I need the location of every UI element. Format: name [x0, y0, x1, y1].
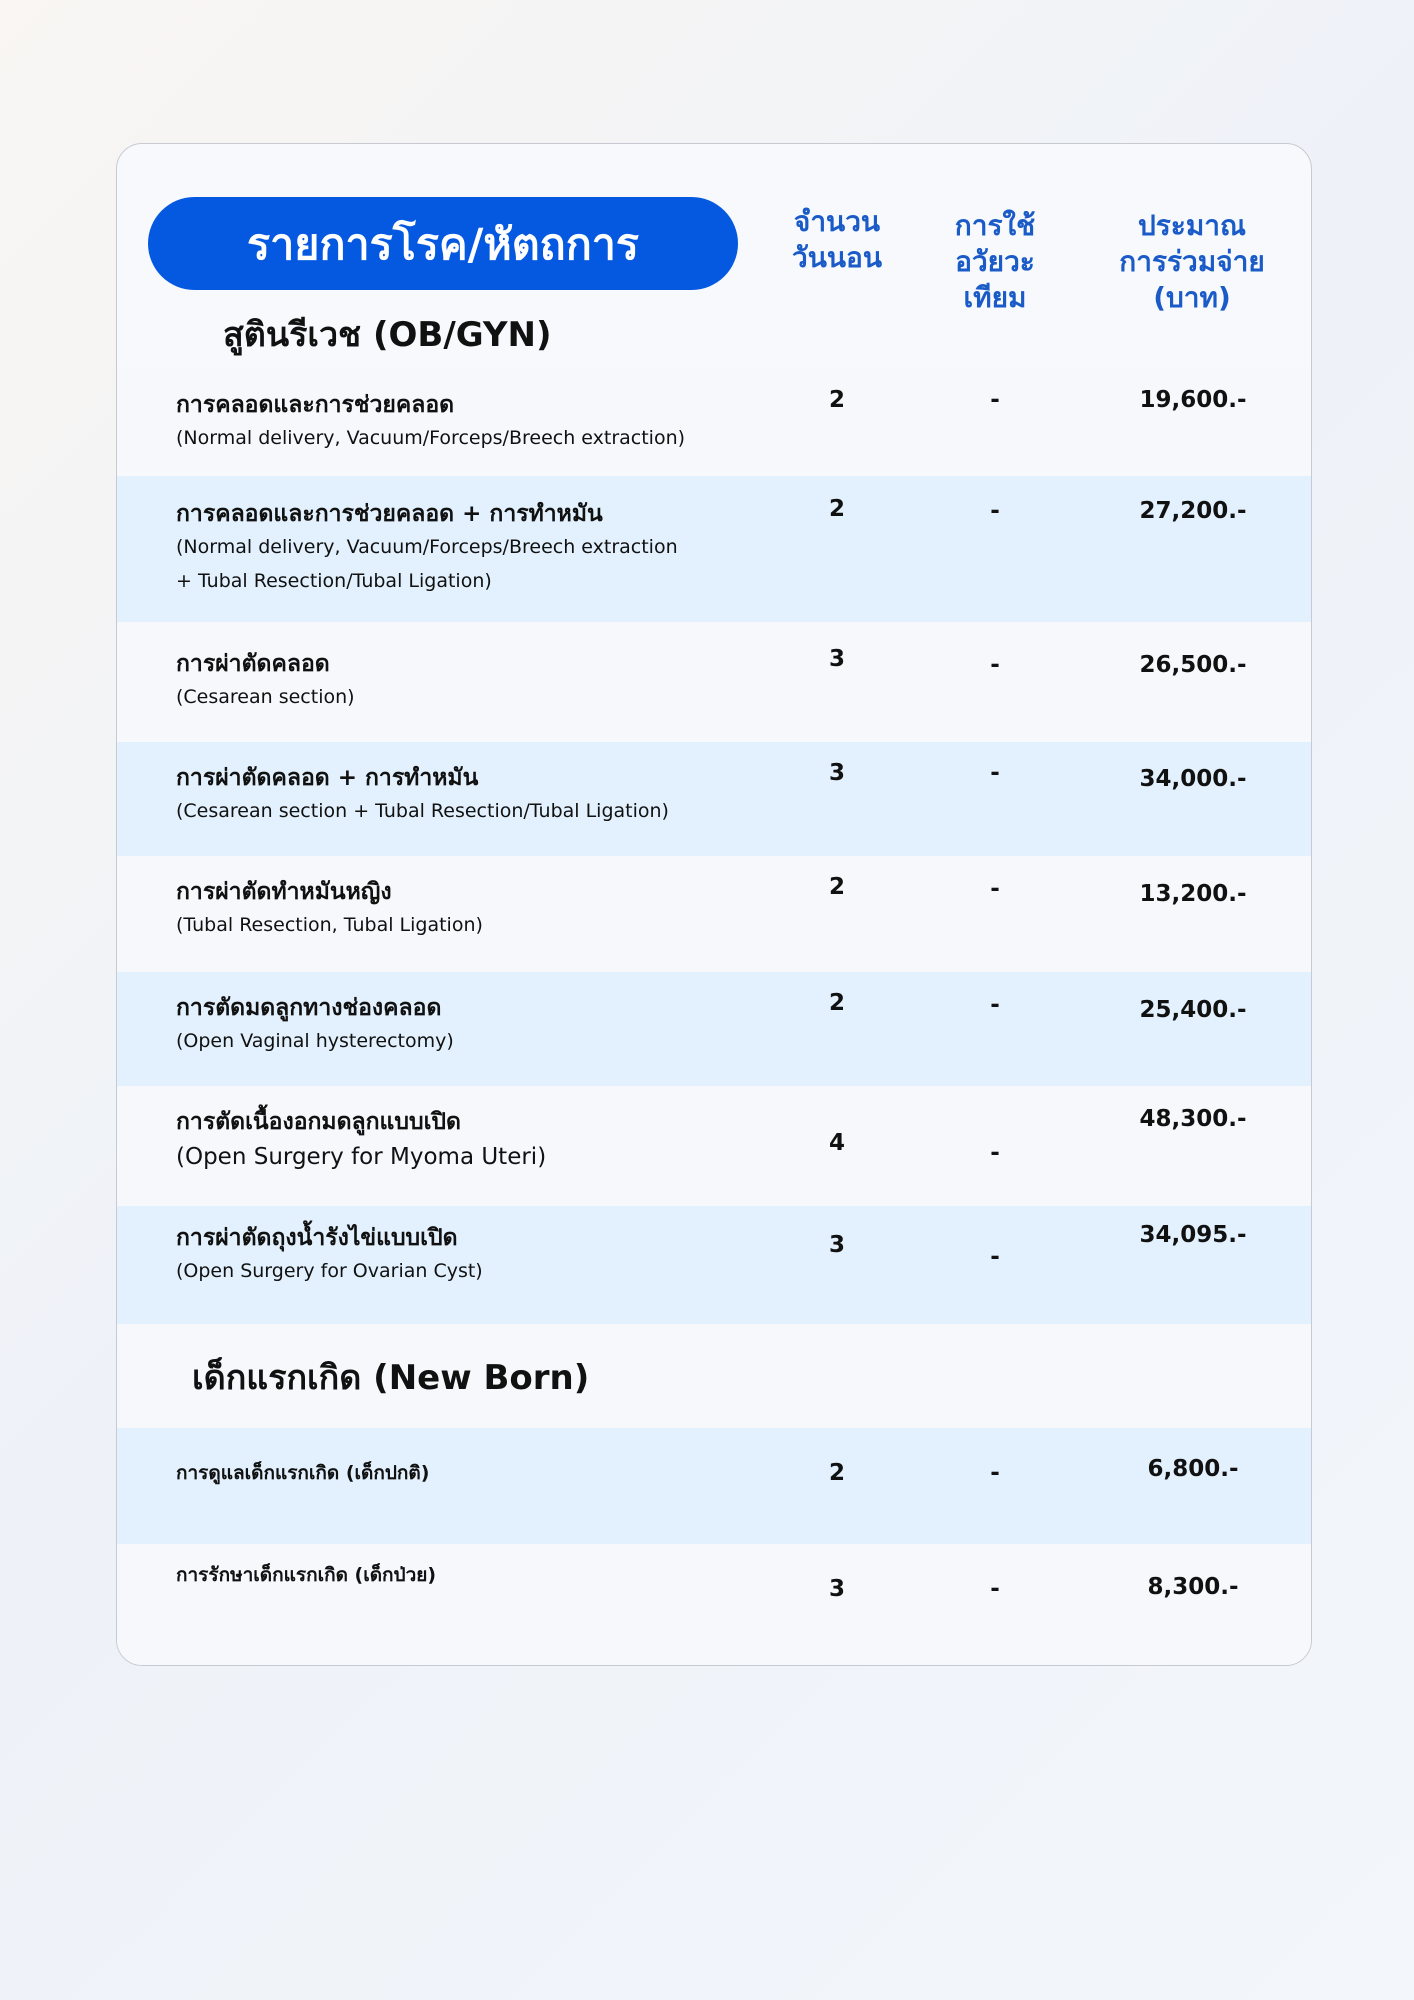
table-row	[117, 1428, 1311, 1544]
row-title: การคลอดและการช่วยคลอด	[176, 392, 455, 418]
row-subtitle: (Normal delivery, Vacuum/Forceps/Breech extraction)	[176, 427, 686, 449]
section-title-obgyn: สูตินรีเวช (OB/GYN)	[223, 315, 552, 355]
table-row	[117, 622, 1311, 738]
row-implant: -	[990, 652, 1000, 678]
row-title: การผ่าตัดคลอด	[176, 651, 330, 677]
row-days: 2	[828, 496, 845, 522]
row-title: การผ่าตัดทำหมันหญิง	[176, 879, 392, 905]
row-title: การผ่าตัดคลอด + การทำหมัน	[176, 765, 479, 791]
row-days: 3	[828, 1576, 845, 1602]
table-row	[117, 1544, 1311, 1666]
table-row	[117, 1206, 1311, 1324]
row-title: การตัดมดลูกทางช่องคลอด	[176, 995, 442, 1021]
table-row	[117, 742, 1311, 856]
row-price: 6,800.-	[1147, 1456, 1239, 1482]
row-subtitle: (Open Surgery for Ovarian Cyst)	[176, 1260, 483, 1282]
row-days: 4	[828, 1130, 845, 1156]
row-title: การตัดเนื้องอกมดลูกแบบเปิด	[176, 1109, 461, 1135]
row-implant: -	[990, 1460, 1000, 1486]
row-days: 2	[828, 387, 845, 413]
row-subtitle: (Tubal Resection, Tubal Ligation)	[176, 914, 483, 936]
row-title: การผ่าตัดถุงน้ำรังไข่แบบเปิด	[176, 1225, 458, 1251]
price-table-card	[116, 143, 1312, 1666]
row-days: 2	[828, 990, 845, 1016]
row-price: 26,500.-	[1139, 652, 1247, 678]
table-row	[117, 476, 1311, 622]
row-title: การคลอดและการช่วยคลอด + การทำหมัน	[176, 501, 603, 527]
row-subtitle: (Normal delivery, Vacuum/Forceps/Breech extraction	[176, 536, 678, 558]
row-subtitle: (Open Surgery for Myoma Uteri)	[176, 1144, 547, 1170]
column-header-implant: การใช้ อวัยวะ เทียม	[954, 209, 1036, 314]
row-days: 2	[828, 874, 845, 900]
row-implant: -	[990, 498, 1000, 524]
table-row	[117, 856, 1311, 972]
row-subtitle: + Tubal Resection/Tubal Ligation)	[176, 570, 492, 592]
row-implant: -	[990, 876, 1000, 902]
table-title: รายการโรค/หัตถการ	[148, 197, 738, 290]
row-price: 27,200.-	[1139, 498, 1247, 524]
row-subtitle: (Cesarean section + Tubal Resection/Tubal Ligation)	[176, 800, 669, 822]
section-band-newborn	[117, 1324, 1311, 1428]
column-header-days: จำนวน วันนอน	[792, 205, 882, 274]
row-price: 34,095.-	[1139, 1222, 1247, 1248]
row-price: 13,200.-	[1139, 881, 1247, 907]
row-implant: -	[990, 992, 1000, 1018]
row-implant: -	[990, 387, 1000, 413]
row-days: 2	[828, 1460, 845, 1486]
row-subtitle: (Cesarean section)	[176, 686, 355, 708]
row-price: 25,400.-	[1139, 997, 1247, 1023]
row-title: การรักษาเด็กแรกเกิด (เด็กป่วย)	[176, 1564, 437, 1586]
table-row	[117, 369, 1311, 471]
row-price: 19,600.-	[1139, 387, 1247, 413]
row-subtitle: (Open Vaginal hysterectomy)	[176, 1030, 454, 1052]
row-days: 3	[828, 646, 845, 672]
table-row	[117, 1086, 1311, 1206]
row-implant: -	[990, 1244, 1000, 1270]
section-title-newborn: เด็กแรกเกิด (New Born)	[192, 1358, 590, 1398]
row-implant: -	[990, 760, 1000, 786]
row-price: 48,300.-	[1139, 1106, 1247, 1132]
row-implant: -	[990, 1140, 1000, 1166]
table-row	[117, 972, 1311, 1086]
row-days: 3	[828, 1232, 845, 1258]
row-price: 8,300.-	[1147, 1574, 1239, 1600]
row-implant: -	[990, 1576, 1000, 1602]
row-days: 3	[828, 760, 845, 786]
column-header-price: ประมาณ การร่วมจ่าย (บาท)	[1119, 209, 1265, 314]
row-price: 34,000.-	[1139, 766, 1247, 792]
row-title: การดูแลเด็กแรกเกิด (เด็กปกติ)	[176, 1462, 430, 1484]
